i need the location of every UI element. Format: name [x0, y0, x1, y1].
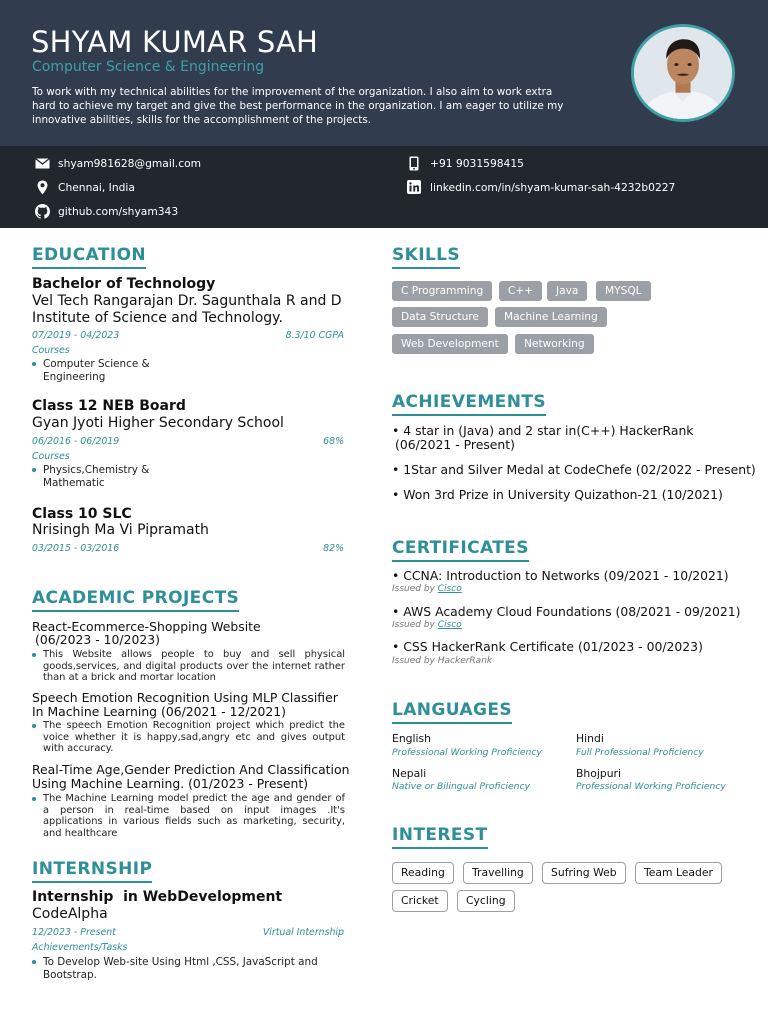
- candidate-name: SHYAM KUMAR SAH: [31, 25, 319, 59]
- edu-score: 8.3/10 CGPA: [285, 330, 344, 341]
- edu-score: 82%: [323, 543, 344, 554]
- language-level: Professional Working Proficiency: [576, 781, 726, 792]
- skill-chip: MYSQL: [596, 281, 651, 301]
- internship-company: CodeAlpha: [32, 906, 108, 922]
- achievements-heading: ACHIEVEMENTS: [392, 392, 546, 416]
- interest-tag: Sufring Web: [542, 862, 626, 884]
- project-desc: This Website allows people to buy and sell physical goods,services, and digital products over the internet rather than at a brick and mortar location: [43, 649, 345, 683]
- project-desc: The speech Emotion Recognition project which predict the voice whether it is happy,sad,angry etc and gives output with accuracy.: [43, 720, 345, 754]
- language-name: Nepali: [392, 767, 427, 780]
- skill-chip: Java: [547, 281, 587, 301]
- contact-linkedin[interactable]: [406, 179, 675, 195]
- contact-bar: [0, 146, 768, 228]
- profile-avatar-icon: [634, 27, 732, 119]
- location-pin-icon: [34, 179, 50, 195]
- profile-photo: [631, 24, 735, 122]
- linkedin-text: linkedin.com/in/shyam-kumar-sah-4232b0227: [430, 180, 676, 194]
- internship-role: Internship in WebDevelopment: [32, 889, 283, 905]
- language-name: English: [392, 732, 431, 745]
- certificate-issuer: [392, 584, 462, 594]
- edu-institute: Nrisingh Ma Vi Pipramath: [32, 522, 209, 538]
- summary-text: To work with my technical abilities for the improvement of the organization. I also aim to work extra hard to achieve my target and give the best performance in the organization. I am eager to utilize my innovative abilities, skills for the accomplishment of the projects.: [32, 86, 564, 126]
- achievement-item: • 4 star in (Java) and 2 star in(C++) HackerRank: [392, 423, 694, 438]
- candidate-title: Computer Science & Engineering: [32, 59, 265, 75]
- achievement-item: • 1Star and Silver Medal at CodeChefe (02/2022 - Present): [392, 462, 756, 477]
- achievement-item-dates: (06/2021 - Present): [395, 437, 515, 452]
- project-title: React-Ecommerce-Shopping Website: [32, 619, 261, 634]
- edu-institute: Vel Tech Rangarajan Dr. Sagunthala R and D Institute of Science and Technology.: [32, 293, 342, 326]
- skill-chip: C++: [499, 281, 542, 301]
- phone-text: +91 9031598415: [430, 156, 524, 170]
- edu-degree: Class 12 NEB Board: [32, 398, 186, 414]
- phone-icon: [406, 155, 422, 171]
- interest-heading: INTEREST: [392, 825, 488, 849]
- edu-dates: 06/2016 - 06/2019: [32, 436, 120, 447]
- skills-heading: SKILLS: [392, 245, 460, 269]
- internship-dates: 12/2023 - Present: [32, 927, 116, 938]
- interest-tag: Reading: [392, 862, 454, 884]
- edu-degree: Class 10 SLC: [32, 506, 132, 522]
- language-level: Professional Working Proficiency: [392, 747, 542, 758]
- certificate-name: • CCNA: Introduction to Networks (09/2021 - 10/2021): [392, 568, 729, 583]
- github-text: github.com/shyam343: [58, 204, 179, 218]
- linkedin-icon: [406, 179, 422, 195]
- projects-heading: ACADEMIC PROJECTS: [32, 588, 239, 612]
- edu-degree: Bachelor of Technology: [32, 276, 216, 292]
- contact-phone[interactable]: [406, 155, 524, 171]
- interest-tag: Travelling: [463, 862, 533, 884]
- internship-heading: INTERNSHIP: [32, 859, 152, 883]
- certificate-name: • CSS HackerRank Certificate (01/2023 - 00/2023): [392, 639, 703, 654]
- skill-chip: C Programming: [392, 281, 492, 301]
- edu-courses-label: Courses: [32, 451, 70, 462]
- edu-institute: Gyan Jyoti Higher Secondary School: [32, 415, 284, 431]
- project-desc: The Machine Learning model predict the age and gender of a person in real-time based on input images .It's applications in various fields such as marketing, security, and healthcare: [43, 793, 345, 839]
- certificate-name: • AWS Academy Cloud Foundations (08/2021 - 09/2021): [392, 604, 741, 619]
- project-dates: (06/2023 - 10/2023): [35, 632, 160, 647]
- edu-course-item: Physics,Chemistry & Mathematic: [43, 464, 163, 489]
- issued-by-label: Issued by: [392, 620, 435, 630]
- languages-heading: LANGUAGES: [392, 700, 512, 724]
- interest-tag: Cricket: [392, 890, 448, 912]
- interest-tag: Team Leader: [635, 862, 722, 884]
- contact-location: [34, 179, 135, 195]
- email-icon: [34, 155, 50, 171]
- certificate-issuer: [392, 620, 462, 630]
- issued-by-label: Issued by: [392, 584, 435, 594]
- skill-chip: Networking: [515, 334, 594, 354]
- contact-github[interactable]: [34, 203, 178, 219]
- internship-tasks-label: Achievements/Tasks: [32, 942, 128, 953]
- skill-chip: Web Development: [392, 334, 508, 354]
- language-name: Hindi: [576, 732, 604, 745]
- email-text: shyam981628@gmail.com: [58, 156, 202, 170]
- issuer-link[interactable]: Cisco: [437, 620, 462, 630]
- issuer-link[interactable]: Cisco: [437, 584, 462, 594]
- language-name: Bhojpuri: [576, 767, 621, 780]
- certificate-issuer: Issued by HackerRank: [392, 656, 493, 666]
- interest-tag: Cycling: [457, 890, 515, 912]
- internship-task: To Develop Web-site Using Html ,CSS, JavaScript and Bootstrap.: [43, 956, 333, 981]
- language-level: Full Professional Proficiency: [576, 747, 704, 758]
- project-title: Real-Time Age,Gender Prediction And Classification Using Machine Learning. (01/2023 - Present): [32, 762, 350, 791]
- contact-email[interactable]: [34, 155, 201, 171]
- edu-dates: 07/2019 - 04/2023: [32, 330, 120, 341]
- achievement-item: • Won 3rd Prize in University Quizathon-21 (10/2021): [392, 487, 723, 502]
- skill-chip: Machine Learning: [495, 307, 607, 327]
- edu-score: 68%: [323, 436, 344, 447]
- edu-courses-label: Courses: [32, 345, 70, 356]
- certificates-heading: CERTIFICATES: [392, 538, 529, 562]
- edu-dates: 03/2015 - 03/2016: [32, 543, 120, 554]
- education-heading: EDUCATION: [32, 245, 146, 269]
- project-title: Speech Emotion Recognition Using MLP Classifier In Machine Learning (06/2021 - 12/2021): [32, 690, 338, 719]
- internship-mode: Virtual Internship: [262, 927, 344, 938]
- header: [0, 0, 768, 146]
- language-level: Native or Bilingual Proficiency: [392, 781, 530, 792]
- github-icon: [34, 203, 50, 219]
- location-text: Chennai, India: [58, 180, 135, 194]
- skill-chip: Data Structure: [392, 307, 488, 327]
- edu-course-item: Computer Science & Engineering: [43, 358, 163, 383]
